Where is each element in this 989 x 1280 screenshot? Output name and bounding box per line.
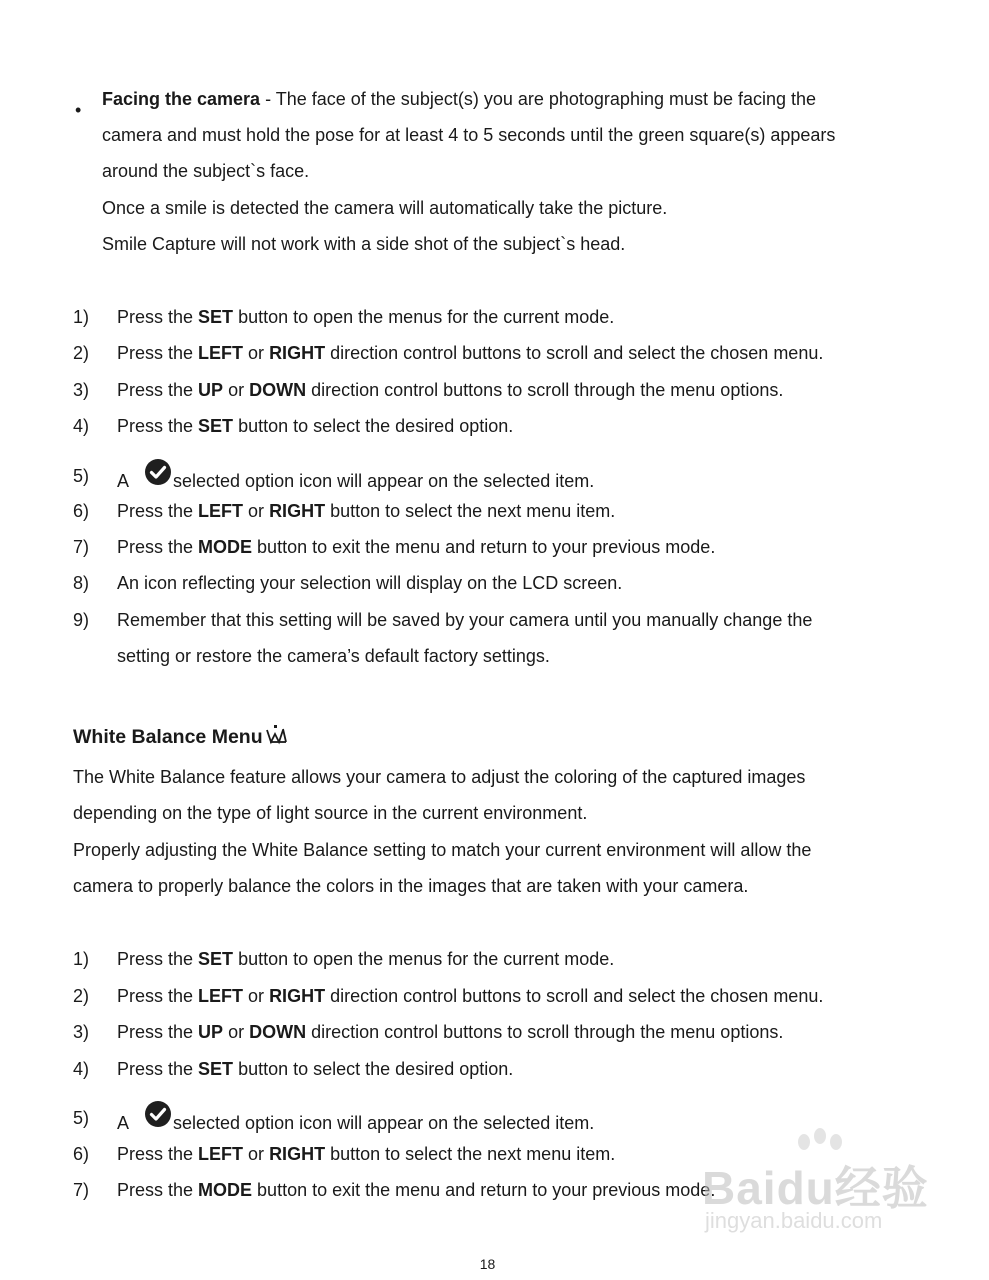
step2-6-num: 6) [73, 1144, 90, 1164]
step-keyword: LEFT [198, 501, 244, 521]
baidu-watermark [700, 1128, 940, 1243]
step-text: or [243, 986, 270, 1006]
step-text: Press the [117, 416, 199, 436]
step-keyword: LEFT [198, 1144, 244, 1164]
step-text: or [243, 501, 270, 521]
step1-9: Remember that this setting will be saved by your camera until you manually change the [117, 610, 813, 630]
step-text: button to select the next menu item. [325, 501, 616, 521]
step-keyword: DOWN [249, 380, 307, 400]
step-keyword: UP [198, 380, 224, 400]
step-keyword: UP [198, 1022, 224, 1042]
bullet-line-1 [102, 88, 816, 110]
bullet-line-2: camera and must hold the pose for at least 4 to 5 seconds until the green square(s) appears [102, 125, 836, 145]
step-keyword: RIGHT [269, 1144, 326, 1164]
bullet-line-1-text: - The face of the subject(s) you are photographing must be facing the [260, 89, 817, 109]
step2-7 [117, 1179, 715, 1201]
step1-8-num: 8) [73, 573, 90, 593]
bullet-line-4: Once a smile is detected the camera will automatically take the picture. [102, 198, 668, 218]
step-text: or [223, 1022, 250, 1042]
step1-1-num: 1) [73, 307, 90, 327]
step1-7 [117, 536, 715, 558]
step-text: Press the [117, 537, 199, 557]
step-text: button to exit the menu and return to your previous mode. [252, 1180, 716, 1200]
step-keyword: RIGHT [269, 986, 326, 1006]
step-text: direction control buttons to scroll through the menu options. [306, 1022, 784, 1042]
step2-4 [117, 1058, 513, 1080]
step2-5-num: 5) [73, 1108, 90, 1128]
watermark-brand: Baidu经验 [702, 1162, 929, 1214]
step-text: selected option icon will appear on the selected item. [173, 471, 595, 491]
step1-9-cont: setting or restore the camera’s default factory settings. [117, 646, 550, 666]
step-text: or [243, 1144, 270, 1164]
check-circle-icon [145, 1101, 171, 1127]
step2-1 [117, 948, 614, 970]
para1-line2: depending on the type of light source in the current environment. [73, 803, 588, 823]
step1-5 [117, 465, 594, 492]
step-text: button to select the desired option. [233, 1059, 514, 1079]
step-text: Press the [117, 1180, 199, 1200]
step-text: Press the [117, 501, 199, 521]
section-heading [73, 725, 288, 748]
step-text: button to exit the menu and return to your previous mode. [252, 537, 716, 557]
step-keyword: LEFT [198, 343, 244, 363]
bullet-line-5: Smile Capture will not work with a side shot of the subject`s head. [102, 234, 626, 254]
step-keyword: DOWN [249, 1022, 307, 1042]
para1-line1: The White Balance feature allows your camera to adjust the coloring of the captured images [73, 767, 806, 787]
step2-2 [117, 985, 823, 1007]
step-keyword: RIGHT [269, 501, 326, 521]
step1-2 [117, 342, 823, 364]
step2-7-num: 7) [73, 1180, 90, 1200]
step-text: button to select the desired option. [233, 416, 514, 436]
step1-6 [117, 500, 615, 522]
step-text: Press the [117, 380, 199, 400]
step-keyword: SET [198, 416, 234, 436]
para2-line1: Properly adjusting the White Balance setting to match your current environment will allow the [73, 840, 812, 860]
bullet-line-3: around the subject`s face. [102, 161, 310, 181]
step-text: A [117, 471, 130, 491]
step-text: A [117, 1113, 130, 1133]
section-heading-text: White Balance Menu [73, 726, 263, 748]
page-number: 18 [479, 1256, 496, 1272]
step-text: direction control buttons to scroll and select the chosen menu. [325, 343, 824, 363]
step-keyword: MODE [198, 537, 253, 557]
step-text: direction control buttons to scroll through the menu options. [306, 380, 784, 400]
step-text: Press the [117, 343, 199, 363]
white-balance-icon [266, 725, 288, 745]
step-text: Press the [117, 1144, 199, 1164]
step2-2-num: 2) [73, 986, 90, 1006]
step1-4 [117, 415, 513, 437]
step1-9-num: 9) [73, 610, 90, 630]
step1-8: An icon reflecting your selection will display on the LCD screen. [117, 573, 623, 593]
step-text: button to open the menus for the current mode. [233, 307, 615, 327]
step-text: Press the [117, 949, 199, 969]
step-text: selected option icon will appear on the selected item. [173, 1113, 595, 1133]
step1-7-num: 7) [73, 537, 90, 557]
step-text: or [223, 380, 250, 400]
step2-6 [117, 1143, 615, 1165]
step2-3 [117, 1021, 783, 1043]
step2-1-num: 1) [73, 949, 90, 969]
step-keyword: RIGHT [269, 343, 326, 363]
step2-3-num: 3) [73, 1022, 90, 1042]
watermark-url: jingyan.baidu.com [705, 1208, 883, 1233]
step-text: Press the [117, 1022, 199, 1042]
bullet-symbol: • [75, 100, 82, 120]
step-text: button to select the next menu item. [325, 1144, 616, 1164]
step-text: button to open the menus for the current mode. [233, 949, 615, 969]
step1-3 [117, 379, 783, 401]
step-keyword: SET [198, 307, 234, 327]
step-text: Press the [117, 1059, 199, 1079]
step2-5 [117, 1107, 594, 1134]
step-text: Press the [117, 307, 199, 327]
para2-line2: camera to properly balance the colors in the images that are taken with your camera. [73, 876, 749, 896]
step-keyword: SET [198, 1059, 234, 1079]
step1-5-num: 5) [73, 466, 90, 486]
step-keyword: LEFT [198, 986, 244, 1006]
step1-2-num: 2) [73, 343, 90, 363]
step-text: Press the [117, 986, 199, 1006]
step1-1 [117, 306, 614, 328]
step1-6-num: 6) [73, 501, 90, 521]
step-text: or [243, 343, 270, 363]
check-circle-icon [145, 459, 171, 485]
step2-4-num: 4) [73, 1059, 90, 1079]
step-keyword: MODE [198, 1180, 253, 1200]
bullet-title: Facing the camera [102, 89, 261, 109]
step-text: direction control buttons to scroll and select the chosen menu. [325, 986, 824, 1006]
step1-4-num: 4) [73, 416, 90, 436]
step-keyword: SET [198, 949, 234, 969]
step1-3-num: 3) [73, 380, 90, 400]
